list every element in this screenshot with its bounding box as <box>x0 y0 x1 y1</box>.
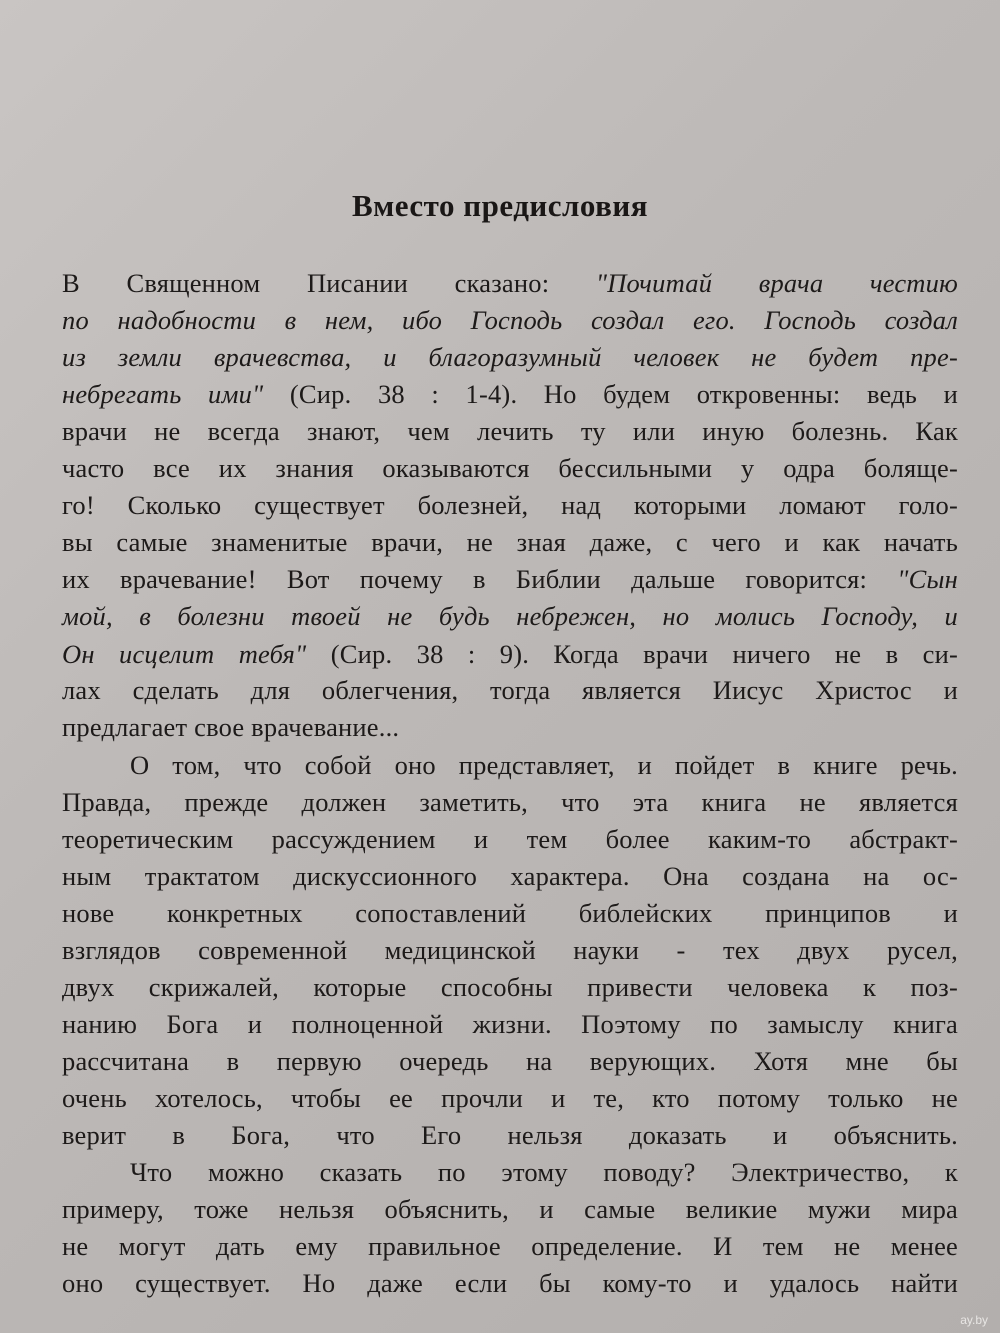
text-run: взглядов современной медицинской науки - тех двух русел, <box>62 935 958 965</box>
text-line <box>62 710 399 744</box>
text-run: часто все их знания оказываются бессильными у одра болящe- <box>62 453 958 483</box>
text-line <box>130 748 958 782</box>
text-line <box>62 303 958 337</box>
text-line <box>62 266 958 300</box>
text-line <box>62 970 958 1004</box>
text-run: примеру, тоже нельзя объяснить, и самые великие мужи мира <box>62 1194 958 1224</box>
text-run: Правда, прежде должен заметить, что эта книга не является <box>62 787 958 817</box>
text-run: вы самые знаменитые врачи, не зная даже, с чего и как начать <box>62 527 958 557</box>
text-line <box>62 562 958 596</box>
text-run: (Сир. 38 : 1-4). Но будем откровенны: ведь и <box>263 379 958 409</box>
text-line <box>62 414 958 448</box>
scripture-quote: по надобности в нем, ибо Господь создал его. Господь создал <box>62 305 958 335</box>
text-line <box>62 785 958 819</box>
scripture-quote: "Сын <box>897 564 958 594</box>
text-run: лах сделать для облегчения, тогда является Иисус Христос и <box>62 675 958 705</box>
text-run: очень хотелось, чтобы ее прочли и те, кто потому только не <box>62 1083 958 1113</box>
text-run: теоретическим рассуждением и тем более каким-то абстракт- <box>62 824 958 854</box>
text-run: го! Сколько существует болезней, над которыми ломают голо- <box>62 490 958 520</box>
text-run: предлагает свое врачевание... <box>62 712 400 742</box>
text-line <box>62 1044 958 1078</box>
scripture-quote: небрегать ими" <box>62 379 264 409</box>
page-title: Вместо предисловия <box>351 188 648 223</box>
text-line <box>62 1081 958 1115</box>
text-line <box>62 1229 958 1263</box>
text-line <box>62 933 958 967</box>
text-line <box>62 525 958 559</box>
text-line <box>62 1007 958 1041</box>
text-run: О том, что собой оно представляет, и пойдет в книге речь. <box>130 750 958 780</box>
text-line <box>62 1118 958 1152</box>
text-line <box>62 599 958 633</box>
text-run: рассчитана в первую очередь на верующих. Хотя мне бы <box>62 1046 958 1076</box>
text-line <box>62 822 958 856</box>
scripture-quote: "Почитай врача честию <box>595 268 958 298</box>
text-run: двух скрижалей, которые способны привести человека к поз- <box>62 972 958 1002</box>
text-line <box>62 1266 958 1300</box>
scripture-quote: Он исцелит тебя" <box>62 639 307 669</box>
watermark: ay.by <box>960 1313 988 1327</box>
text-run: верит в Бога, что Его нельзя доказать и объяснить. <box>62 1120 958 1150</box>
text-run: не могут дать ему правильное определение. И тем не менее <box>62 1231 958 1261</box>
scripture-quote: из земли врачевства, и благоразумный человек не будет пре- <box>62 342 958 372</box>
text-line <box>62 377 958 411</box>
text-line <box>62 859 958 893</box>
text-run: врачи не всегда знают, чем лечить ту или иную болезнь. Как <box>62 416 958 446</box>
text-line <box>62 340 958 374</box>
text-run: оно существует. Но даже если бы кому-то и удалось найти <box>62 1268 958 1298</box>
text-line <box>62 1192 958 1226</box>
text-line <box>62 451 958 485</box>
text-line <box>62 637 958 671</box>
text-line <box>62 896 958 930</box>
text-line <box>62 488 958 522</box>
text-run: нове конкретных сопоставлений библейских принципов и <box>62 898 958 928</box>
scripture-quote: мой, в болезни твоей не будь небрежен, но молись Господу, и <box>62 601 958 631</box>
text-run: их врачевание! Вот почему в Библии дальше говорится: <box>62 564 898 594</box>
text-run: ным трактатом дискуссионного характера. Она создана на ос- <box>62 861 958 891</box>
text-line <box>130 1155 958 1189</box>
text-run: В Священном Писании сказано: <box>62 268 596 298</box>
text-run: Что можно сказать по этому поводу? Электричество, к <box>130 1157 958 1187</box>
text-run: (Сир. 38 : 9). Когда врачи ничего не в си- <box>306 639 958 669</box>
text-line <box>62 673 958 707</box>
text-run: нанию Бога и полноценной жизни. Поэтому по замыслу книга <box>62 1009 958 1039</box>
